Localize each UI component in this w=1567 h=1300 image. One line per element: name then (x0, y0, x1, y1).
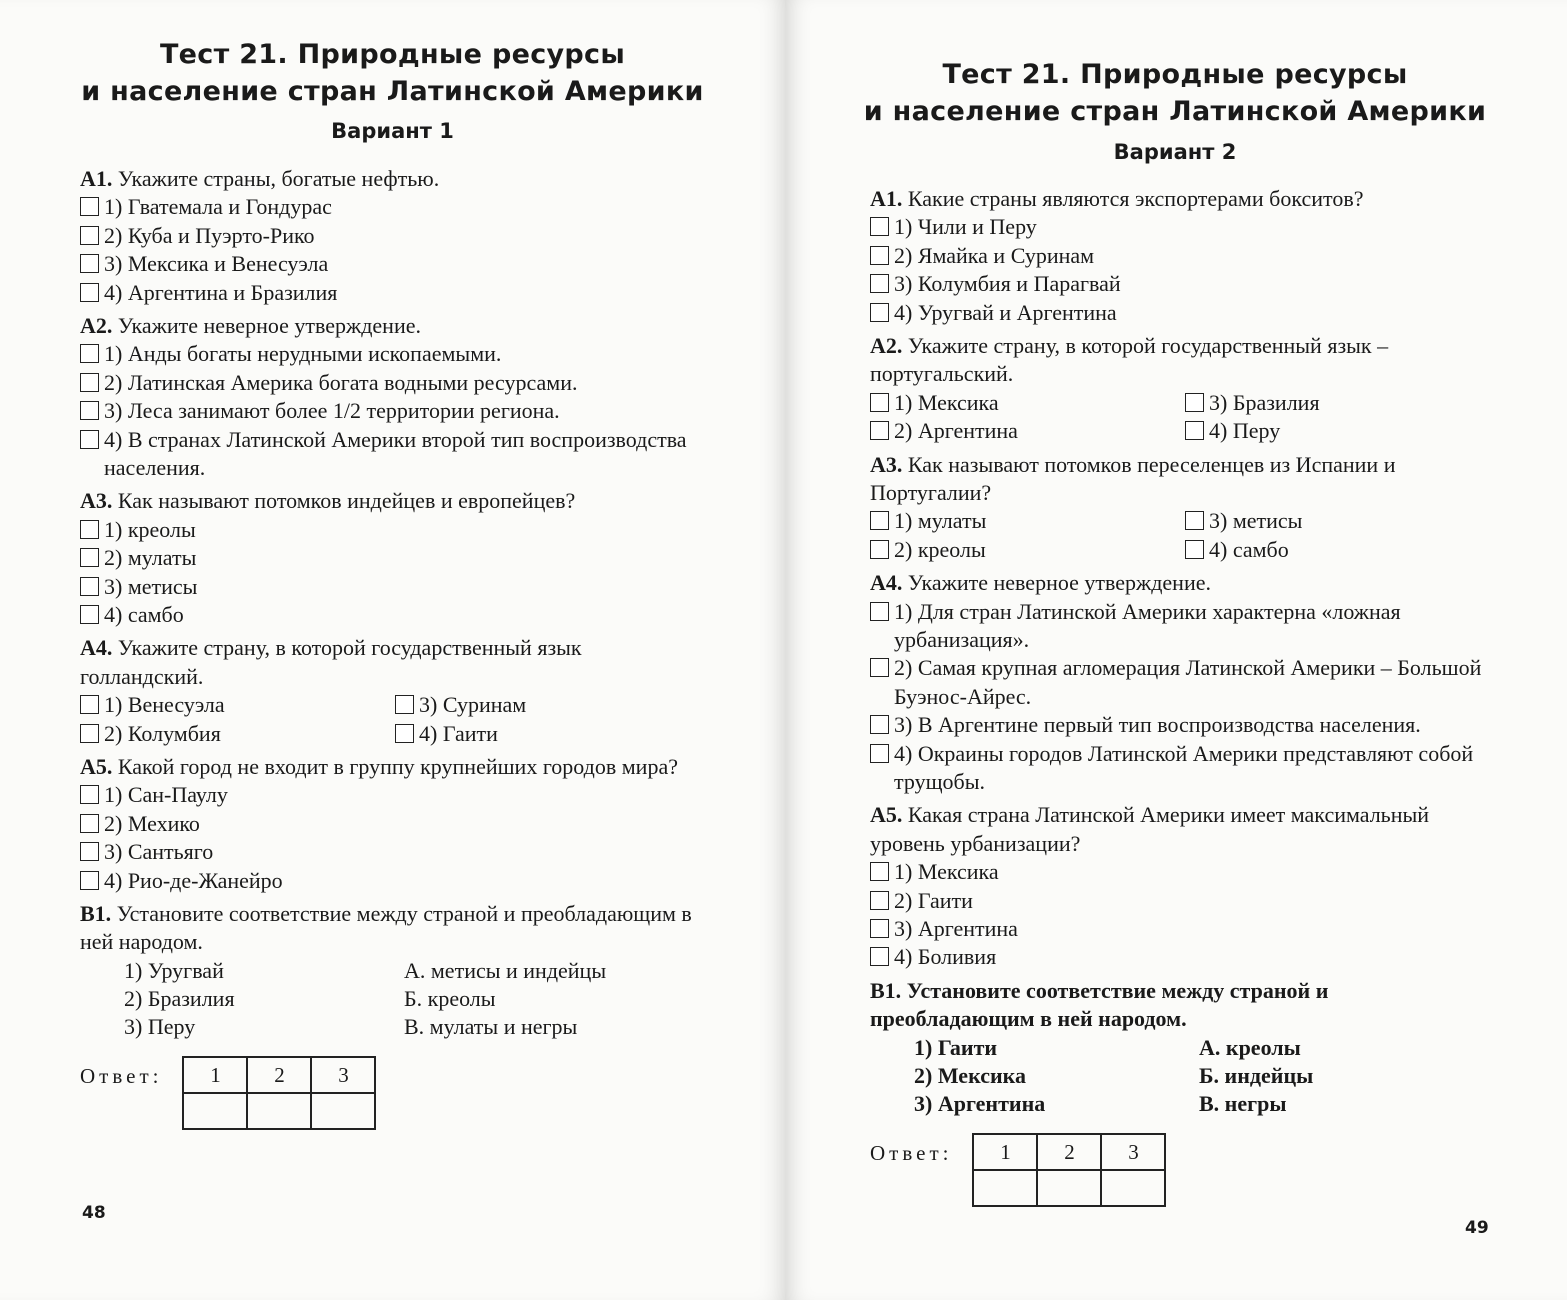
option-label: 3) Аргентина (894, 916, 1018, 941)
question-text: Укажите неверное утверждение. (117, 312, 421, 338)
checkbox[interactable] (395, 695, 414, 714)
checkbox[interactable] (80, 430, 99, 449)
answer-option (1185, 507, 1495, 535)
checkbox[interactable] (80, 197, 99, 216)
question-text: Как называют потомков переселенцев из Испании и Португалии? (870, 451, 1396, 505)
checkbox[interactable] (80, 283, 99, 302)
answer-input-cell[interactable] (973, 1170, 1037, 1206)
option-label: 3) Мексика и Венесуэла (104, 251, 329, 277)
option-label: 4) Гаити (419, 720, 498, 746)
question-text: Установите соответствие между страной и преобладающим в ней народом. (80, 900, 692, 955)
question-a1 (80, 165, 705, 307)
answer-option (1185, 536, 1495, 564)
title-line-1: Тест 21. Природные ресурсы (942, 59, 1408, 90)
page-number: 49 (1465, 1218, 1489, 1238)
question-text: Как называют потомков индейцев и европейцев? (117, 488, 576, 514)
matching-list (870, 1034, 1495, 1119)
checkbox[interactable] (1185, 540, 1204, 559)
question-a4 (870, 569, 1495, 796)
options-grid (80, 691, 705, 748)
option-label: 1) Чили и Перу (894, 214, 1037, 240)
answer-option (870, 598, 1495, 655)
checkbox[interactable] (870, 511, 889, 530)
option-label: 2) Гаити (894, 887, 973, 913)
option-label: 2) Колумбия (104, 720, 221, 746)
option-label: 3) В Аргентине первый тип воспроизводства населения. (894, 712, 1421, 738)
question-a5 (870, 801, 1495, 971)
question-number: A2. (870, 332, 903, 358)
matching-list (80, 957, 705, 1042)
option-label: 2) Латинская Америка богата водными ресурсами. (104, 369, 578, 395)
answer-option (870, 887, 1495, 915)
answer-header-cell: 1 (183, 1057, 247, 1093)
match-left-item: 1) Гаити (914, 1034, 998, 1060)
answer-option (1185, 389, 1495, 417)
match-right-item: В. негры (1199, 1091, 1287, 1117)
right-page (785, 0, 1567, 1300)
answer-table (182, 1056, 376, 1130)
question-a2 (870, 332, 1495, 446)
option-label: 3) Колумбия и Парагвай (894, 271, 1121, 297)
answer-input-cell[interactable] (183, 1093, 247, 1129)
checkbox[interactable] (1185, 511, 1204, 530)
answer-option (80, 193, 705, 221)
answer-option (80, 867, 705, 895)
answer-block (80, 1056, 705, 1130)
option-label: 3) Леса занимают более 1/2 территории региона. (104, 398, 560, 424)
answer-header-cell: 2 (1037, 1134, 1101, 1170)
checkbox[interactable] (80, 871, 99, 890)
option-label: 3) Суринам (419, 692, 527, 718)
option-label: 4) Боливия (894, 944, 997, 970)
answer-option (80, 810, 705, 838)
answer-option (870, 242, 1495, 270)
answer-option (395, 691, 705, 719)
answer-option (80, 573, 705, 601)
match-left-item: 2) Бразилия (124, 986, 235, 1012)
checkbox[interactable] (80, 605, 99, 624)
match-right-item: Б. индейцы (1199, 1062, 1314, 1088)
answer-option (80, 838, 705, 866)
questions-body (870, 180, 1495, 1207)
answer-header-cell: 2 (247, 1057, 311, 1093)
question-number: B1. (870, 977, 902, 1003)
question-number: A3. (80, 488, 113, 514)
option-label: 3) Бразилия (1209, 389, 1320, 415)
question-b1 (80, 900, 705, 1130)
option-label: 4) самбо (104, 601, 184, 627)
options-grid (870, 507, 1495, 564)
option-label: 1) Венесуэла (104, 692, 225, 718)
answer-option (80, 781, 705, 809)
checkbox[interactable] (80, 814, 99, 833)
checkbox[interactable] (80, 548, 99, 567)
answer-option (870, 943, 1495, 971)
match-right-item: А. креолы (1199, 1034, 1301, 1060)
match-left-item: 3) Аргентина (914, 1091, 1046, 1117)
options-grid (870, 389, 1495, 446)
answer-option (870, 213, 1495, 241)
answer-table (972, 1133, 1166, 1207)
answer-option (80, 544, 705, 572)
match-right-item: А. метисы и индейцы (404, 957, 607, 983)
page-number: 48 (82, 1203, 106, 1223)
answer-option (80, 250, 705, 278)
option-label: 4) Аргентина и Бразилия (104, 279, 338, 305)
option-label: 4) Перу (1209, 418, 1281, 444)
checkbox[interactable] (870, 602, 889, 621)
option-label: 1) Мексика (894, 859, 999, 885)
question-a2 (80, 312, 705, 482)
question-b1 (870, 977, 1495, 1207)
checkbox[interactable] (395, 724, 414, 743)
checkbox[interactable] (870, 540, 889, 559)
option-label: 2) Мехико (104, 810, 200, 836)
answer-option (80, 516, 705, 544)
question-text: Какие страны являются экспортерами бокситов? (907, 186, 1364, 211)
option-label: 4) самбо (1209, 536, 1289, 562)
answer-option (80, 720, 395, 748)
checkbox[interactable] (870, 947, 889, 966)
option-label: 3) метисы (1209, 508, 1303, 534)
answer-input-cell[interactable] (1037, 1170, 1101, 1206)
checkbox[interactable] (870, 393, 889, 412)
title-line-2: и население стран Латинской Америки (81, 76, 704, 107)
option-label: 1) Сан-Паулу (104, 782, 228, 808)
questions-body (80, 160, 705, 1130)
page-title (40, 36, 745, 110)
option-label: 3) Сантьяго (104, 839, 214, 865)
match-right-item: Б. креолы (404, 986, 496, 1012)
checkbox[interactable] (870, 919, 889, 938)
checkbox[interactable] (80, 373, 99, 392)
checkbox[interactable] (870, 274, 889, 293)
question-a4 (80, 634, 705, 748)
checkbox[interactable] (80, 695, 99, 714)
checkbox[interactable] (80, 254, 99, 273)
question-number: A5. (870, 802, 903, 828)
question-number: B1. (80, 900, 112, 926)
answer-label: Ответ: (80, 1063, 163, 1088)
answer-input-cell[interactable] (1101, 1170, 1165, 1206)
answer-option (870, 299, 1495, 327)
checkbox[interactable] (80, 226, 99, 245)
answer-option (870, 536, 1185, 564)
question-text: Какая страна Латинской Америки имеет максимальный уровень урбанизации? (870, 802, 1430, 856)
match-right-item: В. мулаты и негры (404, 1014, 578, 1040)
option-label: 4) Уругвай и Аргентина (894, 299, 1117, 325)
option-label: 2) креолы (894, 536, 986, 562)
answer-option (870, 270, 1495, 298)
question-number: A4. (80, 635, 113, 661)
answer-option (870, 740, 1495, 797)
checkbox[interactable] (80, 344, 99, 363)
variant-heading: Вариант 1 (331, 119, 454, 143)
answer-option (395, 720, 705, 748)
match-left-item: 3) Перу (124, 1014, 196, 1040)
option-label: 3) метисы (104, 573, 198, 599)
option-label: 2) Куба и Пуэрто-Рико (104, 222, 315, 248)
answer-header-cell: 1 (973, 1134, 1037, 1170)
question-number: A1. (870, 186, 903, 211)
answer-option (870, 711, 1495, 739)
checkbox[interactable] (870, 862, 889, 881)
title-line-1: Тест 21. Природные ресурсы (159, 39, 626, 70)
option-label: 1) Для стран Латинской Америки характерна «ложная урбанизация». (894, 598, 1401, 652)
question-number: A5. (80, 753, 113, 779)
option-label: 4) Окраины городов Латинской Америки представляют собой трущобы. (894, 740, 1474, 794)
checkbox[interactable] (870, 658, 889, 677)
option-label: 1) креолы (104, 516, 196, 542)
answer-option (80, 397, 705, 425)
question-a5 (80, 753, 705, 895)
answer-option (80, 279, 705, 307)
checkbox[interactable] (870, 246, 889, 265)
option-label: 2) Самая крупная агломерация Латинской Америки – Большой Буэнос-Айрес. (894, 655, 1482, 709)
checkbox[interactable] (870, 891, 889, 910)
answer-option (80, 601, 705, 629)
option-label: 1) мулаты (894, 508, 987, 534)
question-text: Укажите страны, богатые нефтью. (117, 166, 440, 191)
question-text: Укажите страну, в которой государственный язык – португальский. (870, 332, 1389, 387)
answer-option (80, 691, 395, 719)
answer-option (870, 654, 1495, 711)
answer-option (870, 915, 1495, 943)
checkbox[interactable] (870, 303, 889, 322)
checkbox[interactable] (870, 744, 889, 763)
option-label: 1) Мексика (894, 389, 999, 415)
question-text: Установите соответствие между страной и преобладающим в ней народом. (870, 977, 1329, 1032)
match-left-item: 2) Мексика (914, 1062, 1026, 1088)
question-number: A3. (870, 451, 903, 477)
option-label: 4) Рио-де-Жанейро (104, 867, 283, 893)
checkbox[interactable] (80, 577, 99, 596)
answer-block (870, 1133, 1495, 1207)
question-a1 (870, 185, 1495, 327)
option-label: 4) В странах Латинской Америки второй тип воспроизводства населения. (104, 426, 687, 480)
answer-input-cell[interactable] (311, 1093, 375, 1129)
answer-option (870, 389, 1185, 417)
variant-heading: Вариант 2 (1113, 140, 1237, 164)
checkbox[interactable] (870, 715, 889, 734)
page-title (825, 56, 1525, 130)
answer-option (870, 417, 1185, 445)
checkbox[interactable] (80, 842, 99, 861)
answer-option (80, 222, 705, 250)
answer-option (80, 369, 705, 397)
answer-header-cell: 3 (1101, 1134, 1165, 1170)
checkbox[interactable] (80, 785, 99, 804)
answer-option (1185, 417, 1495, 445)
option-label: 1) Анды богаты нерудными ископаемыми. (104, 341, 502, 367)
checkbox[interactable] (80, 520, 99, 539)
answer-label: Ответ: (870, 1140, 953, 1165)
answer-header-cell: 3 (311, 1057, 375, 1093)
question-number: A2. (80, 312, 113, 338)
answer-input-cell[interactable] (247, 1093, 311, 1129)
question-text: Укажите неверное утверждение. (907, 570, 1211, 596)
checkbox[interactable] (1185, 421, 1204, 440)
question-text: Укажите страну, в которой государственный язык голландский. (80, 635, 582, 689)
checkbox[interactable] (870, 421, 889, 440)
checkbox[interactable] (1185, 393, 1204, 412)
option-label: 2) Аргентина (894, 418, 1018, 444)
question-number: A1. (80, 166, 113, 191)
answer-option (80, 340, 705, 368)
option-label: 2) мулаты (104, 545, 197, 571)
title-line-2: и население стран Латинской Америки (863, 96, 1487, 127)
question-number: A4. (870, 570, 903, 596)
option-label: 2) Ямайка и Суринам (894, 242, 1095, 268)
answer-option (870, 858, 1495, 886)
question-a3 (80, 487, 705, 629)
checkbox[interactable] (870, 217, 889, 236)
option-label: 1) Гватемала и Гондурас (104, 194, 332, 220)
question-a3 (870, 451, 1495, 565)
question-text: Какой город не входит в группу крупнейших городов мира? (117, 753, 678, 779)
checkbox[interactable] (80, 724, 99, 743)
answer-option (870, 507, 1185, 535)
answer-option (80, 426, 705, 483)
match-left-item: 1) Уругвай (124, 957, 224, 983)
checkbox[interactable] (80, 401, 99, 420)
